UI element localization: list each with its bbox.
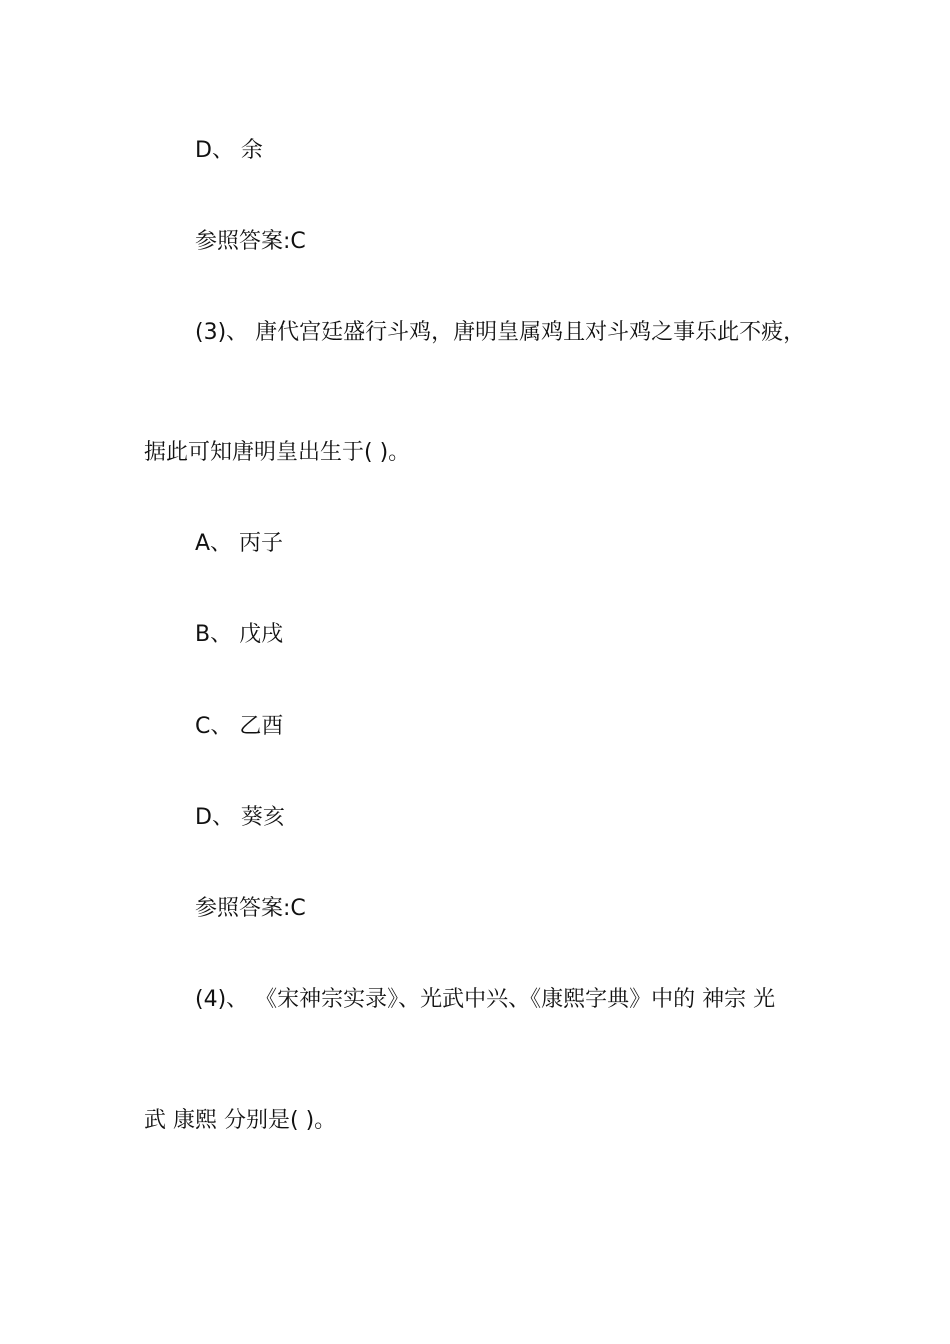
q4-stem-line2: 武 康熙 分别是( )。 bbox=[144, 1108, 337, 1133]
q3-option-b: B、 戊戌 bbox=[195, 622, 284, 647]
q4-stem-line1: (4)、 《宋神宗实录》、光武中兴、《康熙字典》中的 神宗 光 bbox=[195, 987, 776, 1012]
prev-option-d: D、 余 bbox=[195, 138, 263, 163]
prev-answer: 参照答案:C bbox=[195, 229, 306, 254]
q3-stem-line1: (3)、 唐代宫廷盛行斗鸡，唐明皇属鸡且对斗鸡之事乐此不疲， bbox=[195, 320, 806, 345]
q3-option-c: C、 乙酉 bbox=[195, 714, 284, 739]
q3-option-d: D、 葵亥 bbox=[195, 805, 285, 830]
q3-answer: 参照答案:C bbox=[195, 896, 306, 921]
q3-stem-line2: 据此可知唐明皇出生于( )。 bbox=[144, 440, 411, 465]
q3-option-a: A、 丙子 bbox=[195, 531, 284, 556]
